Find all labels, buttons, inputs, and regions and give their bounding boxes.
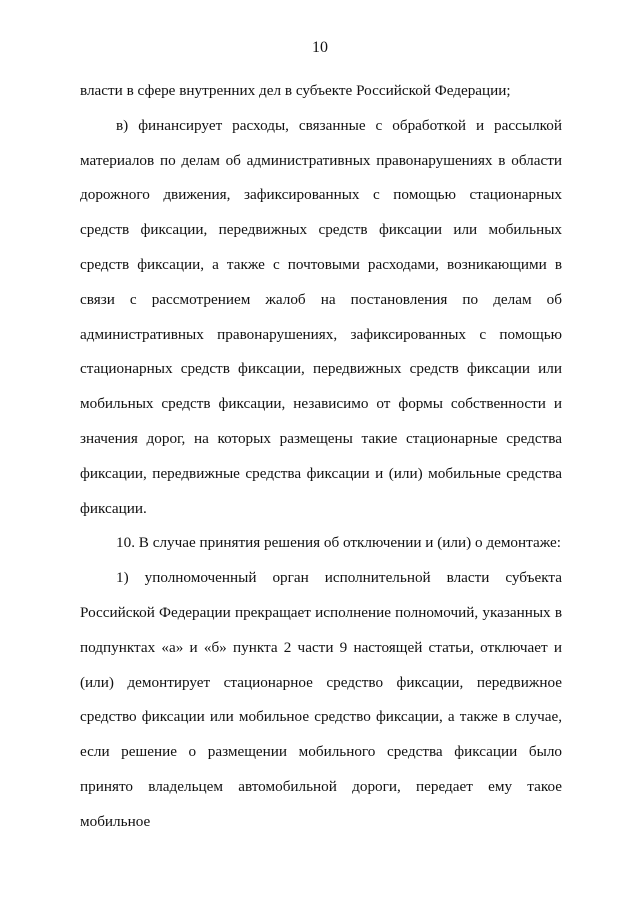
paragraph-item-1: 1) уполномоченный орган исполнительной власти субъекта Российской Федерации прекращает исполнение полномочий, указанных в подпунктах «а» и «б» пункта 2 части 9 настоящей статьи, отключает и (или) демонтирует стационарное средство фиксации, передвижное средство фиксации или мобильное средство фиксации, а также в случае, если решение о размещении мобильного средства фиксации было принято владельцем автомобильной дороги, передает ему такое мобильное — [80, 569, 562, 830]
paragraph-item-v: в) финансирует расходы, связанные с обработкой и рассылкой материалов по делам об административных правонарушениях в области дорожного движения, зафиксированных с помощью стационарных средств фиксации, передвижных средств фиксации или мобильных средств фиксации, а также с почтовыми расходами, возникающими в связи с рассмотрением жалоб на постановления по делам об административных правонарушениях, зафиксированных с помощью стационарных средств фиксации, передвижных средств фиксации или мобильных средств фиксации, независимо от формы собственности и значения дорог, на которых размещены такие стационарные средства фиксации, передвижные средства фиксации и (или) мобильные средства фиксации. — [80, 116, 562, 517]
page-number: 10 — [312, 39, 328, 56]
paragraph-continuation: власти в сфере внутренних дел в субъекте Российской Федерации; — [80, 82, 511, 99]
document-body — [80, 74, 562, 840]
paragraph-section-10: 10. В случае принятия решения об отключении и (или) о демонтаже: — [116, 534, 561, 552]
